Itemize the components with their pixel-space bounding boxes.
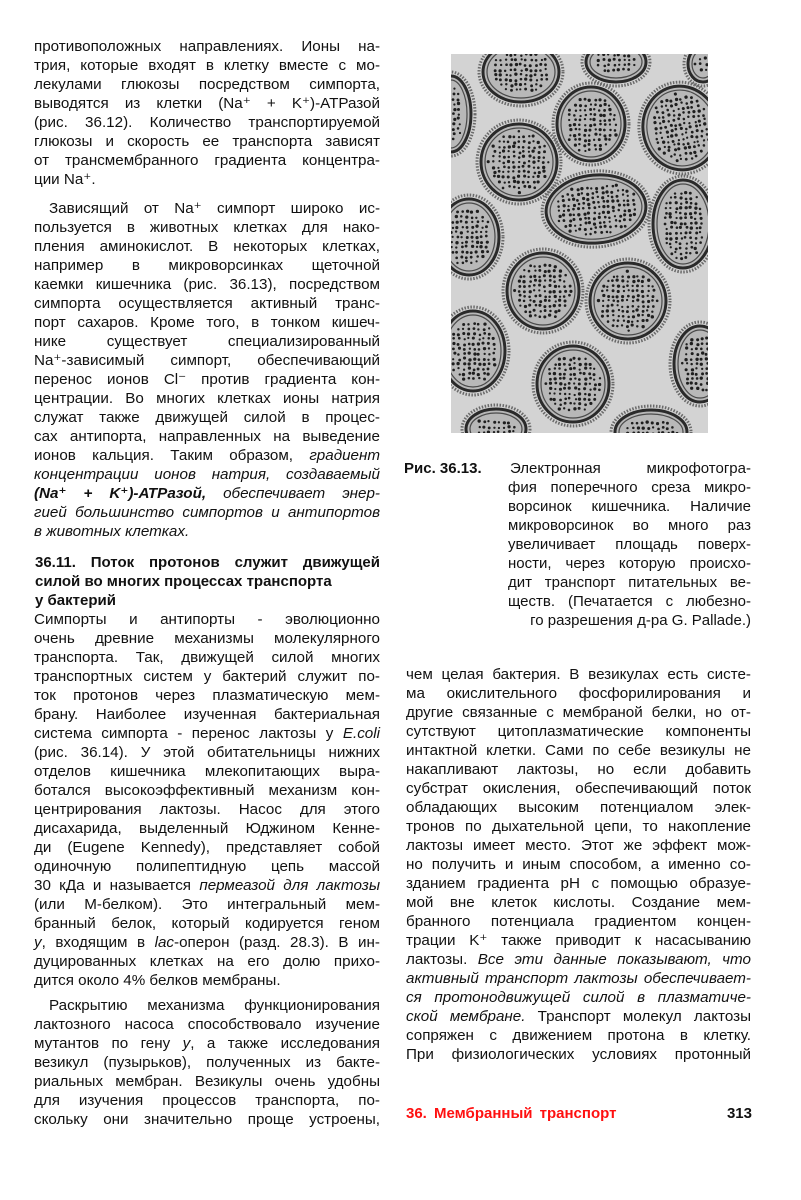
text-line: очень древние механизмы молекулярного <box>34 630 380 647</box>
text-run: , входящим в <box>41 934 146 951</box>
text-line: Симпорты и антипорты - эволюционно <box>34 611 380 628</box>
text-line: интактной клетки. Сами по себе везикулы не <box>406 742 751 759</box>
text-line: Зависящий от Na⁺ симпорт широко ис- <box>49 200 380 217</box>
text-line: трации K⁺ также приводит к насасыванию <box>406 932 751 949</box>
text-line: везикул (пузырьков), полученных из бакте- <box>34 1054 380 1071</box>
emphasis-line: концентрации ионов натрия, создаваемый <box>34 466 380 483</box>
species-name: E.coli <box>342 725 380 742</box>
text-line: субстрат окисления, обеспечивающий поток <box>406 780 751 797</box>
emphasis-text: обеспечивает энер- <box>223 485 380 502</box>
text-line: (рис. 36.12). Количество транспортируемой <box>34 114 380 131</box>
text-line: сах антипорта, направленных на выведение <box>34 428 380 445</box>
text-line <box>34 484 380 503</box>
text-line: симпорта осуществляется активный транс- <box>34 295 380 312</box>
text-line: сутствуют цитоплазматические компоненты <box>406 723 751 740</box>
emphasis-text: градиент <box>309 447 380 464</box>
gene-name: y <box>182 1035 191 1052</box>
text-line: тронов по дыхательной цепи, то накопление <box>406 818 751 835</box>
text-line <box>406 950 751 969</box>
text-line: накапливают лактозы, но если добавить <box>406 761 751 778</box>
emphasis-line: активный транспорт лактозы обеспечивает- <box>406 970 751 987</box>
text-line <box>34 724 380 743</box>
text-line: Раскрытию механизма функционирования <box>49 997 380 1014</box>
text-run: , а также исследования <box>190 1035 380 1052</box>
text-line: брану. Наиболее изученная бактериальная <box>34 706 380 723</box>
text-line: противоположных направлениях. Ионы на- <box>34 38 380 55</box>
text-line: нике существует специализированный <box>34 333 380 350</box>
text-line: глюкозы и скорость ее транспорта зависят <box>34 133 380 150</box>
caption-line: увеличивает площадь поверх- <box>508 536 751 553</box>
operon-name: lac <box>154 934 175 951</box>
text-line: каемки кишечника (рис. 36.13), посредством <box>34 276 380 293</box>
text-line: транспорта. Так, движущей силой многих <box>34 649 380 666</box>
text-line: отделов кишечника млекопитающих выра- <box>34 763 380 780</box>
text-line: одиночную полипептидную цепь массой <box>34 858 380 875</box>
text-line: транспортных систем у бактерий служит по- <box>34 668 380 685</box>
text-line: скольку они значительно проще устроены, <box>34 1111 380 1128</box>
text-line: лекулами глюкозы посредством симпорта, <box>34 76 380 93</box>
caption-line: ности, через которую происхо- <box>508 555 751 572</box>
gene-name: y <box>34 934 42 951</box>
text-line: центрации. Во многих клетках ионы натрия <box>34 390 380 407</box>
text-run: 30 кДа и называется <box>34 877 192 894</box>
caption-line: ворсинок кишечника. Наличие <box>508 498 751 515</box>
text-line: бранного потенциала градиентом концен- <box>406 913 751 930</box>
caption-line: микроворсинок во много раз <box>508 517 751 534</box>
emphasis-text: Все эти данные показывают, что <box>477 951 751 968</box>
section-heading <box>35 553 380 572</box>
text-line <box>34 933 380 952</box>
emphasis-line: в животных клетках. <box>34 523 190 540</box>
text-run: система симпорта - перенос лактозы у <box>34 725 334 742</box>
text-line: При физиологических условиях протонный <box>406 1046 751 1063</box>
text-line <box>34 446 380 465</box>
text-line: сопряжен с движением протона в клетку. <box>406 1027 751 1044</box>
text-line: чем целая бактерия. В везикулах есть систе- <box>406 666 751 683</box>
text-line: пления аминокислот. В некоторых клетках, <box>34 238 380 255</box>
text-run: мутантов по гену <box>34 1035 171 1052</box>
text-line: ток протонов через плазматическую мем- <box>34 687 380 704</box>
micrograph-image <box>451 54 708 433</box>
emphasis-line: ся протонодвижущей силой в плазматиче- <box>406 989 751 1006</box>
figure-label: Рис. 36.13. <box>404 460 482 477</box>
text-line <box>34 1034 380 1053</box>
text-line: но получить и иным способом, а именно со- <box>406 856 751 873</box>
text-line: зданием градиента pH с помощью образуе- <box>406 875 751 892</box>
text-line: мой вне клеток кислоты. Создание мем- <box>406 894 751 911</box>
section-number: 36.11. <box>35 554 76 571</box>
text-run: ионов кальция. Таким образом, <box>34 447 293 464</box>
text-line <box>406 1007 751 1026</box>
text-line: (рис. 36.14). У этой обитательницы нижних <box>34 744 380 761</box>
text-line: дуцированных клетках на его долю прихо- <box>34 953 380 970</box>
text-line: трия, которые входят в клетку вместе с мо- <box>34 57 380 74</box>
text-line: лактозного насоса способствовало изучение <box>34 1016 380 1033</box>
text-line: выводятся из клетки (Na⁺ + K⁺)-АТРазой <box>34 95 380 112</box>
emphasis-line: гией большинство симпортов и антипортов <box>34 504 380 521</box>
text-line: ди (Eugene Kennedy), представляет собой <box>34 839 380 856</box>
text-line: порт сахаров. Кроме того, в тонком кишеч- <box>34 314 380 331</box>
caption-line: ществ. (Печатается с любезно- <box>508 593 751 610</box>
section-heading-line: у бактерий <box>35 592 116 609</box>
caption-line: дит транспорт питательных ве- <box>508 574 751 591</box>
caption-line: Электронная микрофотогра- <box>510 460 751 477</box>
text-line: обладающих высоким потенциалом элек- <box>406 799 751 816</box>
text-line: дисахарида, выделенный Юджином Кенне- <box>34 820 380 837</box>
text-line: (или М-белком). Это интегральный мем- <box>34 896 380 913</box>
page-number: 313 <box>726 1105 752 1122</box>
emphasis-text: пермеазой для лактозы <box>199 877 380 894</box>
text-line: центрирования лактозы. Насос для этого <box>34 801 380 818</box>
running-footer-chapter: 36. Мембранный транспорт <box>406 1105 617 1122</box>
section-heading-line: силой во многих процессах транспорта <box>35 573 332 590</box>
micrograph-canvas <box>451 54 708 433</box>
text-line: например в микроворсинках щеточной <box>34 257 380 274</box>
text-line: перенос ионов Cl⁻ против градиента кон- <box>34 371 380 388</box>
section-heading-text: Поток протонов служит движущей <box>90 554 380 571</box>
text-line: ции Na⁺. <box>34 171 96 188</box>
text-line: дится около 4% белков мембраны. <box>34 972 281 989</box>
text-line: другие связанные с мембраной белки, но от- <box>406 704 751 721</box>
text-run: -оперон (разд. 28.3). В ин- <box>174 934 380 951</box>
text-line: риальных мембран. Везикулы очень удобны <box>34 1073 380 1090</box>
emphasis-text: (Na⁺ + K⁺)-АТРазой, <box>34 485 207 502</box>
text-line <box>34 876 380 895</box>
caption-line: го разрешения д-ра G. Pallade.) <box>530 612 751 629</box>
text-line: лактозы имеет место. Этот же эффект мож- <box>406 837 751 854</box>
text-line: ма окислительного фосфорилирования и <box>406 685 751 702</box>
text-line: Na⁺-зависимый симпорт, обеспечивающий <box>34 352 380 369</box>
text-run: Транспорт молекул лактозы <box>537 1008 751 1025</box>
text-line: ботался высокоэффективный механизм кон- <box>34 782 380 799</box>
text-line: служат также движущей силой в процес- <box>34 409 380 426</box>
emphasis-text: ской мембране. <box>406 1008 526 1025</box>
text-line: бранный белок, который кодируется геном <box>34 915 380 932</box>
caption-line: фия поперечного среза микро- <box>508 479 751 496</box>
text-run: лактозы. <box>406 951 468 968</box>
text-line: для изучения процессов транспорта, по- <box>34 1092 380 1109</box>
text-line: пользуется в животных клетках для нако- <box>34 219 380 236</box>
text-line: от трансмембранного градиента концентра- <box>34 152 380 169</box>
